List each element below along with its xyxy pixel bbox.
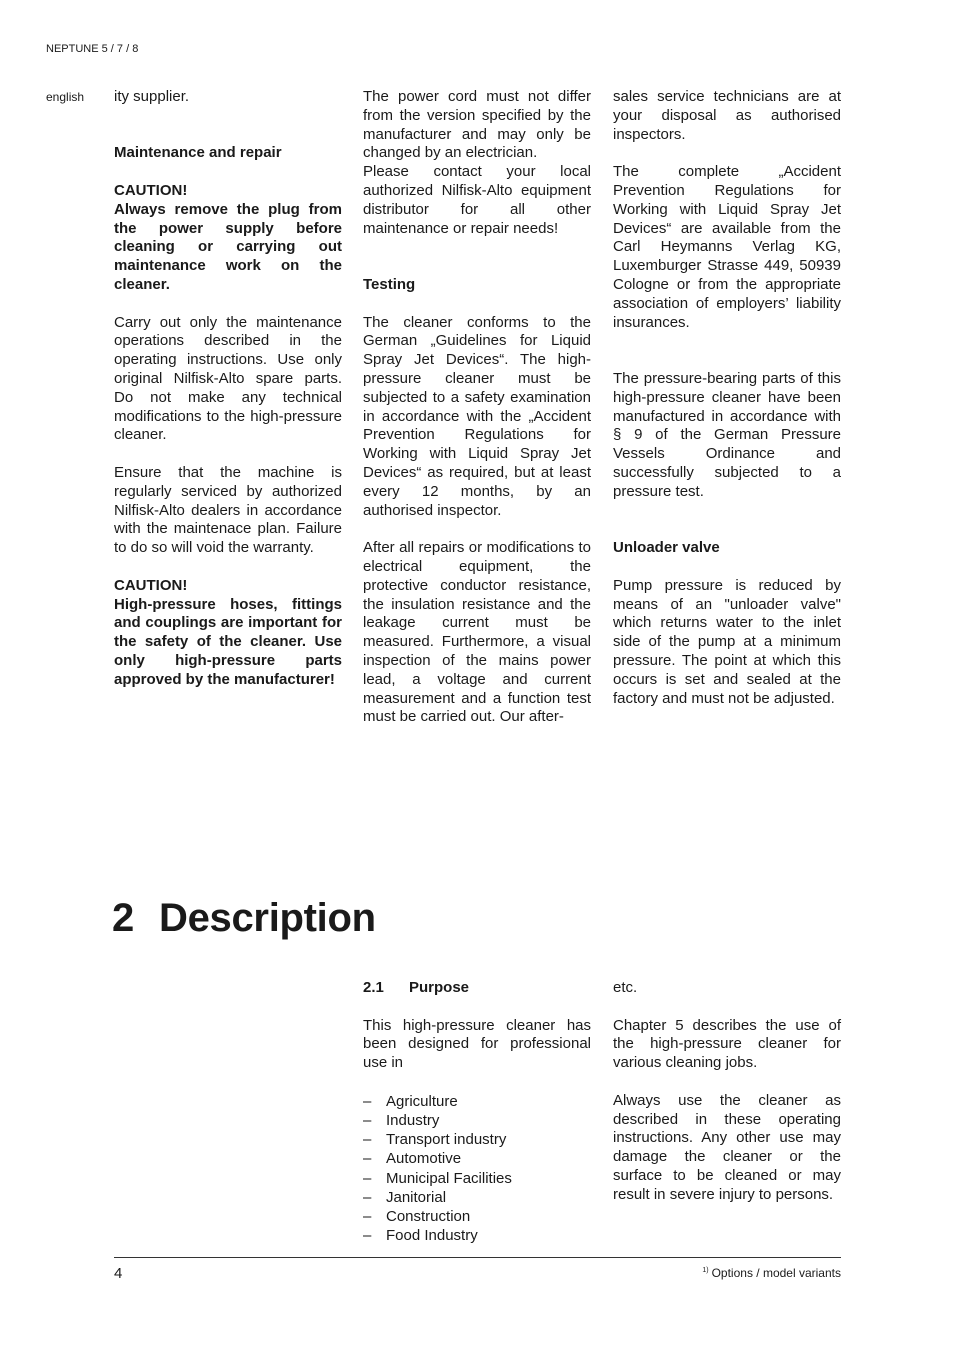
caution-text: High-pressure hoses, fittings and couplings are important for the safety of the cleaner. Use only high-pressure parts approved by the manufacturer! xyxy=(114,595,342,688)
list-item: – Municipal Facilities xyxy=(363,1169,512,1187)
subsection-title: Purpose xyxy=(409,979,470,996)
section-heading-unloader-valve: Unloader valve xyxy=(613,539,720,557)
footnote-mark: 1) xyxy=(702,1267,709,1274)
column-middle xyxy=(363,88,591,746)
section-heading-maintenance: Maintenance and repair xyxy=(114,144,282,162)
paragraph: This high-pressure cleaner has been designed for professional use in xyxy=(363,1016,591,1072)
document-header: NEPTUNE 5 / 7 / 8 xyxy=(46,43,139,55)
list-item: – Industry xyxy=(363,1111,440,1129)
chapter-number: 2 xyxy=(112,896,134,940)
paragraph: ity supplier. xyxy=(114,88,190,105)
column-left xyxy=(114,88,342,708)
purpose-section xyxy=(363,979,591,1245)
paragraph: The cleaner conforms to the German „Guidelines for Liquid Spray Jet Devices“. The high-pressure cleaner must be subjected to a safety examination in accordance with the „Accident Prevention Regulations for Working with Liquid Spray Jet Devices“ as required, but at least every 12 months, by an authorised inspector. xyxy=(363,313,591,519)
subsection-number: 2.1 xyxy=(363,979,384,996)
chapter-heading xyxy=(112,896,376,941)
paragraph: sales service technicians are at your disposal as authorised inspectors. xyxy=(613,88,841,143)
section-heading-testing: Testing xyxy=(363,275,416,293)
paragraph: Please contact your local authorized Nilfisk-Alto equipment distributor for all other maintenance or repair needs! xyxy=(363,163,591,237)
footnote-text: Options / model variants xyxy=(711,1266,841,1280)
paragraph: Pump pressure is reduced by means of an "unloader valve" which returns water to the inlet side of the pump at a minimum pressure. The point at which this occurs is set and sealed at the factory and must not be adjusted. xyxy=(613,576,841,707)
paragraph: The pressure-bearing parts of this high-pressure cleaner have been manufactured in accordance with § 9 of the German Pressure Vessels Ordinance and successfully subjected to a pressure test. xyxy=(613,369,841,500)
caution-label: CAUTION! xyxy=(114,576,188,594)
list-item: – Food Industry xyxy=(363,1227,478,1245)
caution-label: CAUTION! xyxy=(114,181,188,199)
paragraph: Ensure that the machine is regularly serviced by authorized Nilfisk-Alto dealers in accordance with the maintenace plan. Failure to do so will void the warranty. xyxy=(114,463,342,557)
paragraph: After all repairs or modifications to electrical equipment, the protective conductor resistance, the insulation resistance and the leakage current must be measured. Furthermore, a visual inspection of the mains power lead, a voltage and current measurement and a function test must be carried out. Our after- xyxy=(363,539,591,726)
paragraph: The power cord must not differ from the version specified by the manufacturer and may only be changed by an electrician. xyxy=(363,88,591,162)
footnote xyxy=(702,1266,841,1280)
paragraph: etc. xyxy=(613,979,638,996)
list-item: – Construction xyxy=(363,1208,471,1225)
list-item: – Janitorial xyxy=(363,1188,447,1206)
paragraph: Carry out only the maintenance operations described in the operating instructions. Use only original Nilfisk-Alto spare parts. Do not make any technical modifications to the high-pressure cleaner. xyxy=(114,313,342,444)
caution-text: Always remove the plug from the power supply before cleaning or carrying out maintenance work on the cleaner. xyxy=(114,200,342,293)
paragraph: The complete „Accident Prevention Regulations for Working with Liquid Spray Jet Devices“ are available from the Carl Heymanns Verlag KG, Luxemburger Strasse 449, 50939 Cologne or from the appropriate association of employers’ liability insurances. xyxy=(613,163,841,331)
column-right xyxy=(613,88,841,727)
language-label: english xyxy=(46,90,85,104)
paragraph: Chapter 5 describes the use of the high-pressure cleaner for various cleaning jobs. xyxy=(613,1016,841,1072)
chapter-title: Description xyxy=(159,896,376,940)
paragraph: Always use the cleaner as described in these operating instructions. Any other use may damage the cleaner or the surface to be cleaned or may result in severe injury to persons. xyxy=(613,1091,841,1203)
purpose-section-continued xyxy=(613,979,841,1223)
usage-list xyxy=(363,1092,591,1246)
footer-divider xyxy=(114,1257,841,1258)
list-item: – Agriculture xyxy=(363,1092,458,1110)
page-number: 4 xyxy=(114,1265,123,1282)
list-item: – Automotive xyxy=(363,1150,462,1168)
list-item: – Transport industry xyxy=(363,1131,507,1149)
subsection-heading-purpose xyxy=(363,979,591,998)
